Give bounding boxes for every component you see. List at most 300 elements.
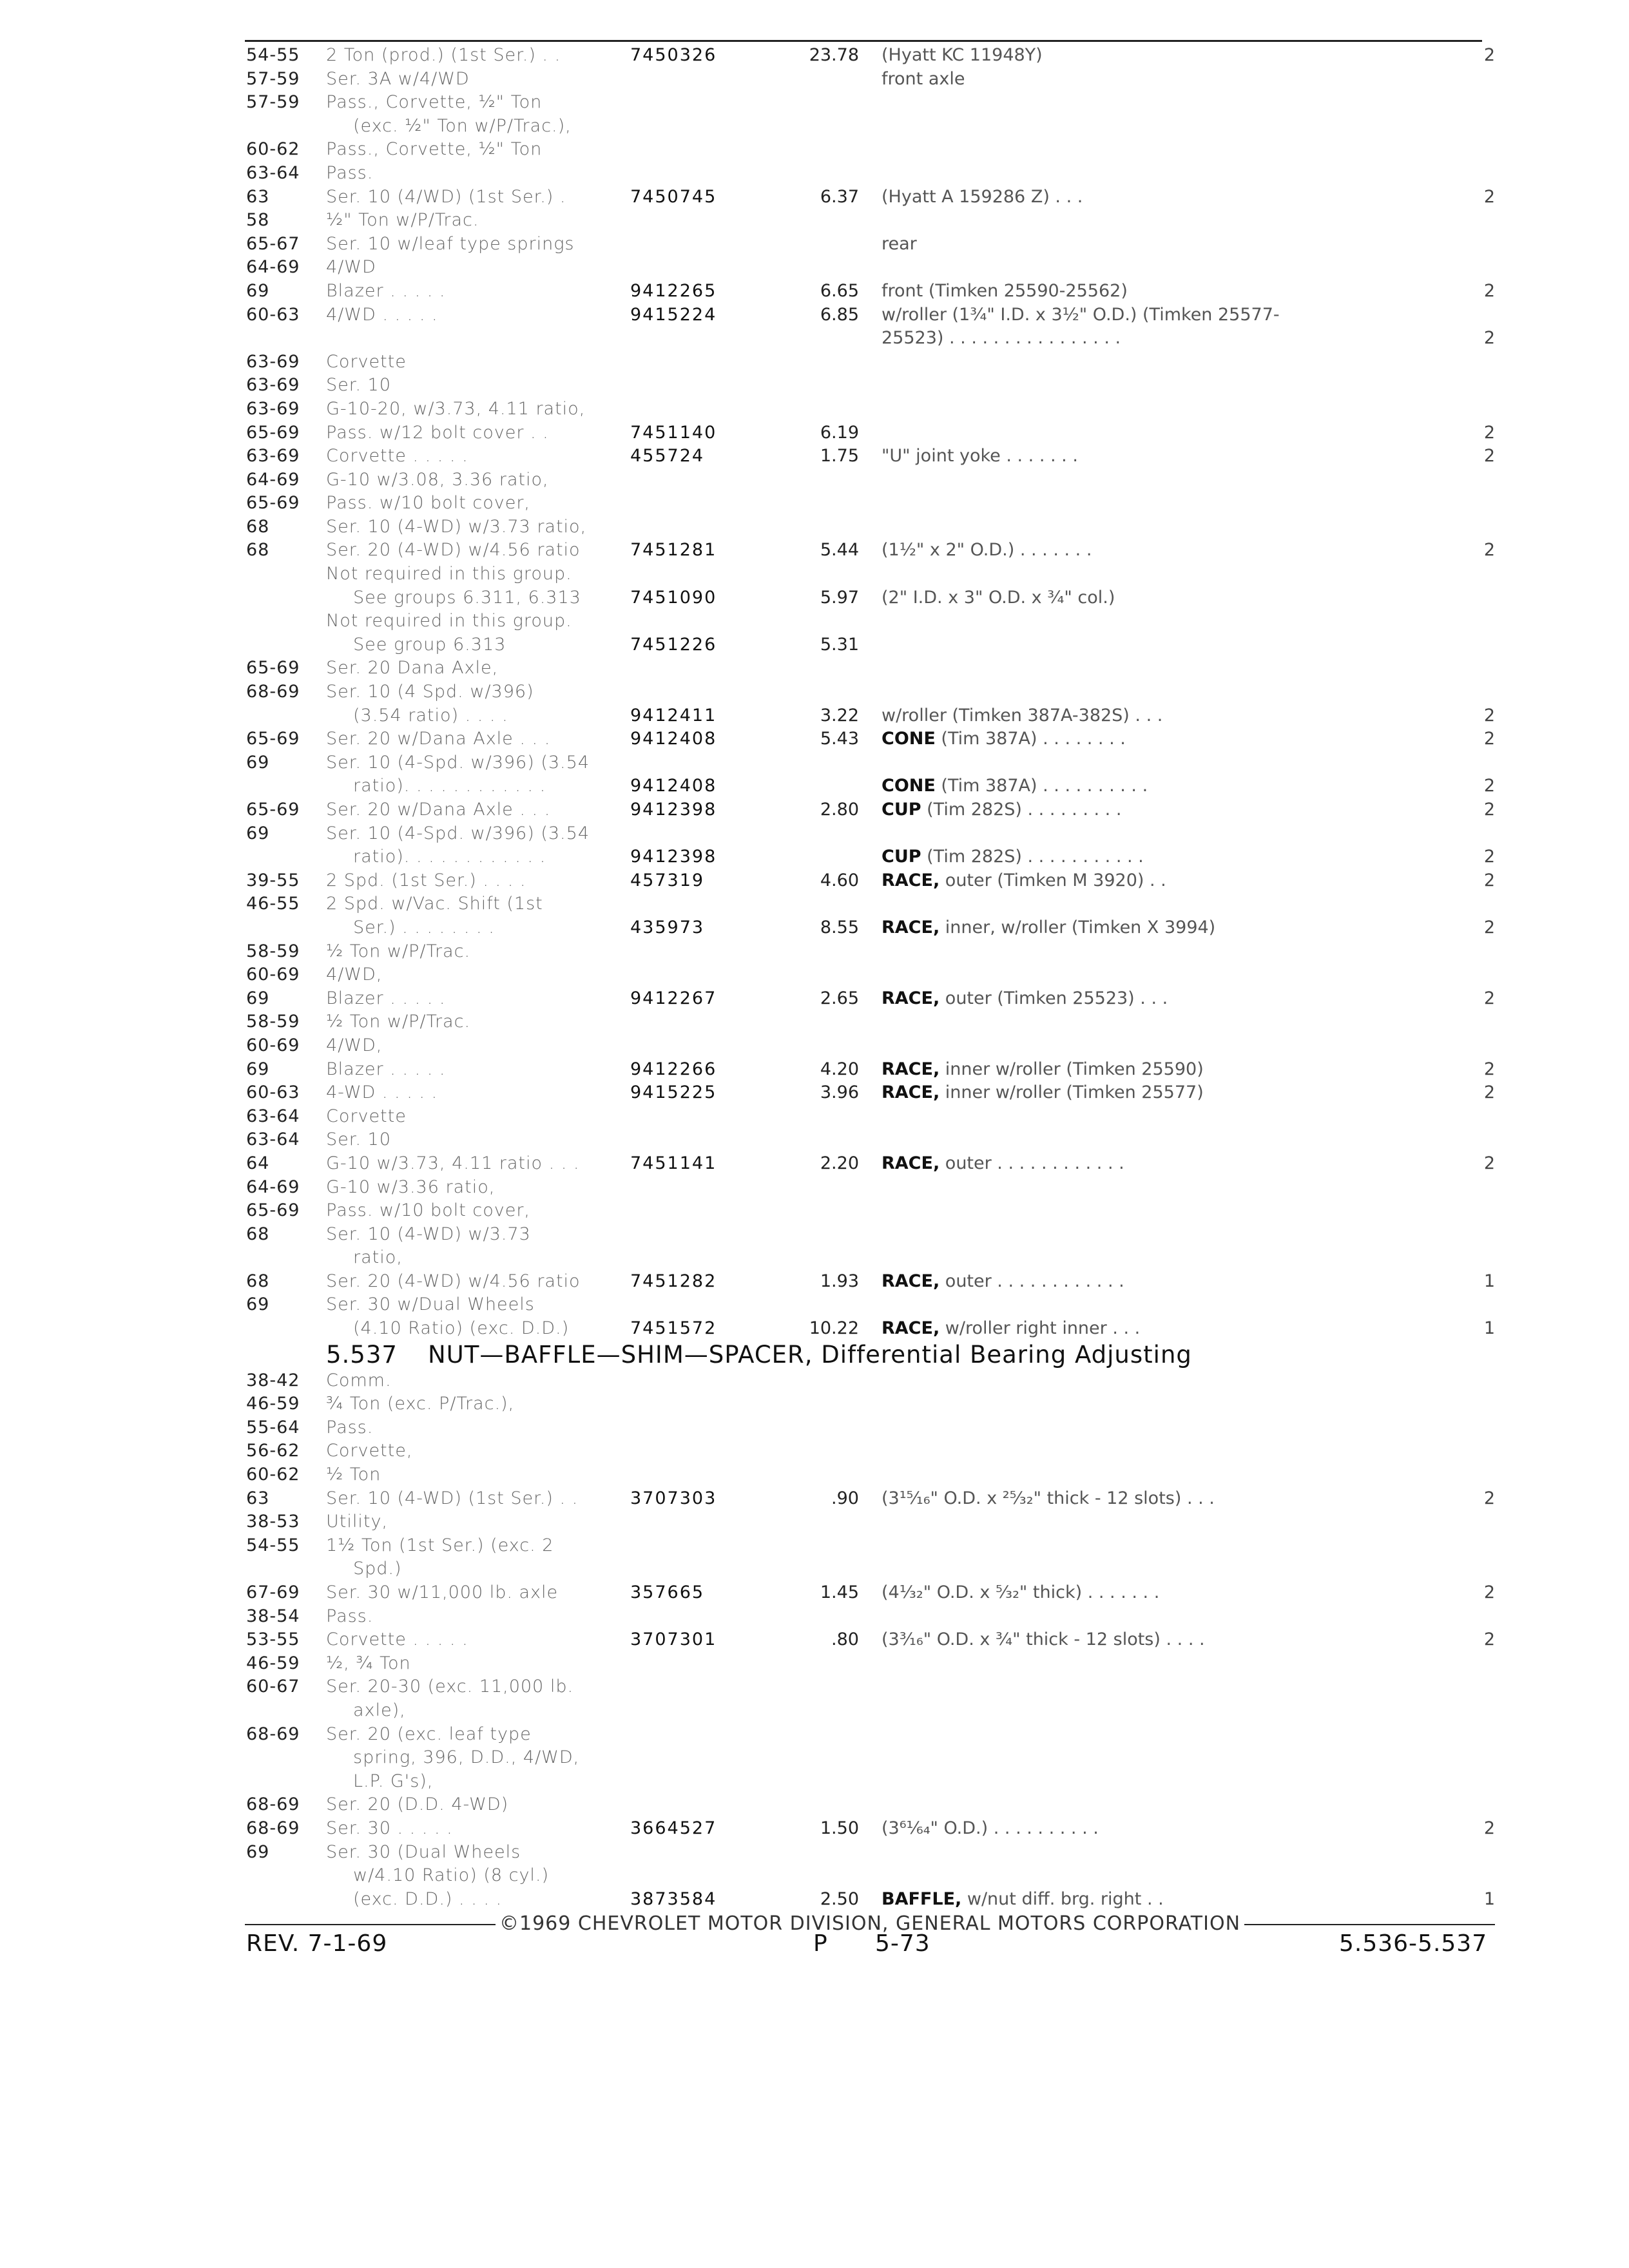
part-name: CONE <box>882 776 936 796</box>
year-range: 68-69 <box>246 1794 300 1815</box>
year-range: 38-53 <box>246 1512 300 1532</box>
table-row <box>0 704 1629 728</box>
year-range: 69 <box>246 988 270 1008</box>
table-row <box>0 91 1629 115</box>
year-range: 60-63 <box>246 1082 300 1103</box>
application-description: ratio). . . . . . . . . . . . <box>353 776 546 796</box>
part-number: 7451281 <box>630 540 717 561</box>
part-specification: CONE (Tim 387A) . . . . . . . . <box>882 729 1126 749</box>
table-row <box>0 1746 1629 1770</box>
part-specification: RACE, outer . . . . . . . . . . . . <box>882 1153 1124 1173</box>
table-row <box>0 774 1629 798</box>
year-range: 46-55 <box>246 894 300 914</box>
table-row <box>0 68 1629 91</box>
application-description: 2 Spd. w/Vac. Shift (1st <box>326 894 543 914</box>
price: 3.22 <box>820 705 859 726</box>
application-description: 2 Spd. (1st Ser.) . . . . <box>326 870 526 890</box>
application-description: spring, 396, D.D., 4/WD, <box>353 1747 580 1768</box>
part-specification: RACE, w/roller right inner . . . <box>882 1318 1141 1339</box>
year-range: 60-62 <box>246 139 300 160</box>
price: .80 <box>831 1629 859 1650</box>
table-row <box>0 351 1629 374</box>
part-specification: BAFFLE, w/nut diff. brg. right . . <box>882 1888 1164 1909</box>
table-row <box>0 586 1629 610</box>
quantity: 2 <box>1483 917 1495 937</box>
application-description: ¾ Ton (exc. P/Trac.), <box>326 1394 515 1414</box>
table-row <box>0 892 1629 916</box>
table-row <box>0 657 1629 680</box>
part-number: 9412408 <box>630 776 717 796</box>
price: 8.55 <box>820 917 859 937</box>
year-range: 63 <box>246 186 270 207</box>
quantity: 2 <box>1483 1488 1495 1508</box>
part-specification: "U" joint yoke . . . . . . . <box>882 446 1078 466</box>
year-range: 63-64 <box>246 1129 300 1150</box>
part-specification: rear <box>882 233 917 254</box>
part-specification: w/roller (Timken 387A-382S) . . . <box>882 705 1163 726</box>
part-number: 7451572 <box>630 1318 717 1339</box>
part-number: 3707303 <box>630 1488 717 1508</box>
part-name: RACE, <box>882 917 940 937</box>
section-title: NUT—BAFFLE—SHIM—SPACER, Differential Bearing Adjusting <box>428 1340 1192 1369</box>
table-row <box>0 751 1629 775</box>
table-row <box>0 115 1629 139</box>
year-range: 60-69 <box>246 965 300 985</box>
part-name: RACE, <box>882 1318 940 1339</box>
application-description: Ser. 10 (4-Spd. w/396) (3.54 <box>326 823 590 843</box>
application-description: G-10 w/3.08, 3.36 ratio, <box>326 469 549 490</box>
part-specification: RACE, outer (Timken M 3920) . . <box>882 870 1166 890</box>
parts-table <box>0 44 1629 1911</box>
table-row <box>0 1223 1629 1247</box>
part-number: 9412411 <box>630 705 717 726</box>
part-specification: (3¹⁵⁄₁₆" O.D. x ²⁵⁄₃₂" thick - 12 slots) . . . <box>882 1488 1215 1508</box>
year-range: 65-69 <box>246 422 300 443</box>
part-number: 457319 <box>630 870 705 890</box>
year-range: 68-69 <box>246 1818 300 1838</box>
application-description: Comm. <box>326 1370 392 1390</box>
year-range: 65-69 <box>246 658 300 678</box>
table-row <box>0 1723 1629 1747</box>
application-description: Ser. 20 (4-WD) w/4.56 ratio <box>326 540 581 561</box>
year-range: 57-59 <box>246 68 300 89</box>
year-range: 69 <box>246 823 270 843</box>
application-description: Not required in this group. <box>326 611 572 631</box>
table-row <box>0 1176 1629 1200</box>
part-number: 7450745 <box>630 186 717 207</box>
quantity: 2 <box>1483 988 1495 1008</box>
application-description: 4/WD, <box>326 965 383 985</box>
application-description: Ser. 20 (4-WD) w/4.56 ratio <box>326 1271 581 1291</box>
year-range: 63-64 <box>246 162 300 183</box>
application-description: Ser. 10 (4-WD) w/3.73 <box>326 1224 531 1244</box>
application-description: ½ Ton w/P/Trac. <box>326 1012 471 1032</box>
quantity: 1 <box>1483 1271 1495 1291</box>
part-specification: 25523) . . . . . . . . . . . . . . . . <box>882 328 1121 349</box>
table-row <box>0 1439 1629 1463</box>
price: 4.20 <box>820 1059 859 1079</box>
part-number: 9412266 <box>630 1059 717 1079</box>
part-name: CUP <box>882 800 921 820</box>
year-range: 46-59 <box>246 1394 300 1414</box>
table-row <box>0 1581 1629 1605</box>
price: .90 <box>831 1488 859 1508</box>
copyright-line <box>245 1912 1495 1935</box>
quantity: 2 <box>1483 328 1495 349</box>
quantity: 2 <box>1483 1082 1495 1103</box>
price: 6.19 <box>820 422 859 443</box>
page-number: 5-73 <box>875 1930 930 1957</box>
quantity: 2 <box>1483 705 1495 726</box>
application-description: L.P. G's), <box>353 1771 434 1791</box>
application-description: Ser. 20 w/Dana Axle . . . <box>326 729 551 749</box>
table-row <box>0 1010 1629 1034</box>
application-description: G-10-20, w/3.73, 4.11 ratio, <box>326 398 586 419</box>
table-row <box>0 1699 1629 1723</box>
year-range: 39-55 <box>246 870 300 890</box>
part-number: 3873584 <box>630 1888 717 1909</box>
table-row <box>0 633 1629 657</box>
part-number: 7451226 <box>630 634 717 655</box>
quantity: 2 <box>1483 1629 1495 1650</box>
table-row <box>0 916 1629 940</box>
table-row <box>0 256 1629 280</box>
part-specification: CONE (Tim 387A) . . . . . . . . . . <box>882 776 1148 796</box>
part-number: 9415225 <box>630 1082 717 1103</box>
application-description: Blazer . . . . . <box>326 1059 446 1079</box>
year-range: 65-69 <box>246 1200 300 1221</box>
year-range: 69 <box>246 1294 270 1315</box>
year-range: 63-64 <box>246 1106 300 1126</box>
application-description: Pass. <box>326 1417 374 1437</box>
part-number: 9415224 <box>630 304 717 325</box>
year-range: 58-59 <box>246 941 300 961</box>
part-name: RACE, <box>882 1153 940 1173</box>
year-range: 60-62 <box>246 1465 300 1485</box>
table-row <box>0 1557 1629 1581</box>
application-description: See groups 6.311, 6.313 <box>353 587 581 608</box>
table-row <box>0 1605 1629 1629</box>
part-number: 7451140 <box>630 422 717 443</box>
year-range: 64-69 <box>246 1177 300 1197</box>
part-number: 9412408 <box>630 729 717 749</box>
year-range: 67-69 <box>246 1582 300 1602</box>
year-range: 54-55 <box>246 1535 300 1555</box>
application-description: Ser. 10 (4-WD) (1st Ser.) . . <box>326 1488 579 1508</box>
year-range: 69 <box>246 280 270 301</box>
application-description: (exc. D.D.) . . . . <box>353 1888 503 1909</box>
quantity: 1 <box>1483 1888 1495 1909</box>
table-row <box>0 1293 1629 1317</box>
quantity: 1 <box>1483 1318 1495 1339</box>
part-specification: (3⁶¹⁄₆₄" O.D.) . . . . . . . . . . <box>882 1818 1099 1838</box>
table-row <box>0 1034 1629 1058</box>
part-number: 435973 <box>630 917 705 937</box>
application-description: Ser. 20-30 (exc. 11,000 lb. <box>326 1677 574 1697</box>
application-description: ½ Ton w/P/Trac. <box>326 941 471 961</box>
revision-date: REV. 7-1-69 <box>246 1930 388 1957</box>
application-description: Ser. 10 (4-Spd. w/396) (3.54 <box>326 752 590 773</box>
table-row <box>0 209 1629 233</box>
part-number: 455724 <box>630 446 705 466</box>
price: 10.22 <box>809 1318 859 1339</box>
part-specification: RACE, inner w/roller (Timken 25590) <box>882 1059 1204 1079</box>
price: 3.96 <box>820 1082 859 1103</box>
table-row <box>0 1817 1629 1841</box>
table-row <box>0 1081 1629 1105</box>
part-specification: RACE, inner w/roller (Timken 25577) <box>882 1082 1204 1103</box>
part-number: 7451282 <box>630 1271 717 1291</box>
application-description: Ser. 10 (4-WD) w/3.73 ratio, <box>326 516 587 537</box>
application-description: (3.54 ratio) . . . . <box>353 705 508 726</box>
application-description: Ser. 10 (4 Spd. w/396) <box>326 682 534 702</box>
price: 6.37 <box>820 186 859 207</box>
application-description: 2 Ton (prod.) (1st Ser.) . . <box>326 45 561 65</box>
table-row <box>0 1770 1629 1794</box>
table-row <box>0 1510 1629 1534</box>
part-number: 9412398 <box>630 847 717 867</box>
table-row <box>0 1369 1629 1393</box>
table-row <box>0 562 1629 586</box>
application-description: Corvette <box>326 1106 407 1126</box>
application-description: Ser. 30 w/Dual Wheels <box>326 1294 535 1315</box>
price: 5.44 <box>820 540 859 561</box>
part-number: 7451141 <box>630 1153 717 1173</box>
application-description: (4.10 Ratio) (exc. D.D.) <box>353 1318 570 1339</box>
year-range: 69 <box>246 1059 270 1079</box>
application-description: Ser. 20 (exc. leaf type <box>326 1724 532 1744</box>
application-description: Ser. 30 . . . . . <box>326 1818 453 1838</box>
part-specification: (Hyatt KC 11948Y) <box>882 45 1043 65</box>
quantity: 2 <box>1483 776 1495 796</box>
table-row <box>0 1864 1629 1888</box>
year-range: 54-55 <box>246 45 300 65</box>
application-description: G-10 w/3.36 ratio, <box>326 1177 496 1197</box>
part-specification: (4¹⁄₃₂" O.D. x ⁵⁄₃₂" thick) . . . . . . . <box>882 1582 1160 1602</box>
part-name: BAFFLE, <box>882 1888 962 1909</box>
application-description: Ser. 20 w/Dana Axle . . . <box>326 800 551 820</box>
application-description: Pass. w/10 bolt cover, <box>326 493 530 514</box>
table-row <box>0 845 1629 869</box>
part-number: 9412267 <box>630 988 717 1008</box>
price: 6.85 <box>820 304 859 325</box>
price: 1.93 <box>820 1271 859 1291</box>
part-number: 9412398 <box>630 800 717 820</box>
quantity: 2 <box>1483 1818 1495 1838</box>
application-description: 4/WD . . . . . <box>326 304 438 325</box>
price: 1.50 <box>820 1818 859 1838</box>
year-range: 63-69 <box>246 351 300 372</box>
table-row <box>0 303 1629 327</box>
year-range: 63-69 <box>246 446 300 466</box>
part-name: RACE, <box>882 988 940 1008</box>
price: 23.78 <box>809 45 859 65</box>
part-number: 357665 <box>630 1582 705 1602</box>
table-row <box>0 1199 1629 1223</box>
section-number: 5.537 <box>326 1340 398 1369</box>
price: 2.50 <box>820 1888 859 1909</box>
table-row <box>0 1463 1629 1487</box>
application-description: Pass. <box>326 162 374 183</box>
group-range: 5.536-5.537 <box>1339 1930 1488 1957</box>
part-number: 9412265 <box>630 280 717 301</box>
year-range: 68 <box>246 1271 270 1291</box>
year-range: 65-69 <box>246 800 300 820</box>
table-row <box>0 1058 1629 1082</box>
application-description: Ser. 10 <box>326 1129 391 1150</box>
part-number: 7450326 <box>630 45 717 65</box>
year-range: 64 <box>246 1153 270 1173</box>
year-range: 46-59 <box>246 1653 300 1673</box>
table-row <box>0 680 1629 704</box>
table-row <box>0 138 1629 162</box>
year-range: 68 <box>246 540 270 561</box>
year-range: 65-67 <box>246 233 300 254</box>
price: 5.43 <box>820 729 859 749</box>
year-range: 63-69 <box>246 398 300 419</box>
application-description: ½ Ton <box>326 1465 381 1485</box>
section-heading <box>0 1341 1629 1369</box>
application-description: ratio, <box>353 1247 403 1268</box>
year-range: 65-69 <box>246 729 300 749</box>
year-range: 63-69 <box>246 375 300 396</box>
application-description: 1½ Ton (1st Ser.) (exc. 2 <box>326 1535 554 1555</box>
application-description: Pass., Corvette, ½" Ton <box>326 92 543 113</box>
table-row <box>0 1534 1629 1558</box>
table-row <box>0 233 1629 256</box>
application-description: Ser. 30 (Dual Wheels <box>326 1841 521 1862</box>
application-description: Spd.) <box>353 1559 402 1579</box>
table-row <box>0 539 1629 562</box>
application-description: Ser. 10 w/leaf type springs <box>326 233 575 254</box>
price: 6.65 <box>820 280 859 301</box>
quantity: 2 <box>1483 870 1495 890</box>
price: 2.65 <box>820 988 859 1008</box>
application-description: Pass. w/10 bolt cover, <box>326 1200 530 1221</box>
table-row <box>0 186 1629 209</box>
year-range: 69 <box>246 752 270 773</box>
application-description: Blazer . . . . . <box>326 280 446 301</box>
table-row <box>0 1152 1629 1176</box>
year-range: 55-64 <box>246 1417 300 1437</box>
application-description: Pass., Corvette, ½" Ton <box>326 139 543 160</box>
table-row <box>0 987 1629 1011</box>
quantity: 2 <box>1483 1153 1495 1173</box>
year-range: 68-69 <box>246 1724 300 1744</box>
year-range: 60-63 <box>246 304 300 325</box>
year-range: 68 <box>246 516 270 537</box>
table-row <box>0 1675 1629 1699</box>
application-description: w/4.10 Ratio) (8 cyl.) <box>353 1865 550 1886</box>
quantity: 2 <box>1483 1059 1495 1079</box>
table-row <box>0 610 1629 633</box>
part-specification: CUP (Tim 282S) . . . . . . . . . . . <box>882 847 1144 867</box>
application-description: 4/WD <box>326 257 376 278</box>
year-range: 38-54 <box>246 1606 300 1626</box>
application-description: Pass. <box>326 1606 374 1626</box>
application-description: ½, ¾ Ton <box>326 1653 411 1673</box>
application-description: Pass. w/12 bolt cover . . <box>326 422 549 443</box>
table-row <box>0 398 1629 421</box>
table-row <box>0 1128 1629 1152</box>
quantity: 2 <box>1483 422 1495 443</box>
price: 1.45 <box>820 1582 859 1602</box>
price: 1.75 <box>820 446 859 466</box>
table-row <box>0 1416 1629 1440</box>
table-row <box>0 1317 1629 1341</box>
part-number: 3707301 <box>630 1629 717 1650</box>
year-range: 68 <box>246 1224 270 1244</box>
application-description: Not required in this group. <box>326 564 572 584</box>
application-description: Ser.) . . . . . . . . <box>353 917 495 937</box>
table-row <box>0 162 1629 186</box>
table-row <box>0 44 1629 68</box>
application-description: 4-WD . . . . . <box>326 1082 438 1103</box>
table-row <box>0 1392 1629 1416</box>
application-description: 4/WD, <box>326 1035 383 1055</box>
table-row <box>0 492 1629 515</box>
year-range: 53-55 <box>246 1629 300 1650</box>
application-description: Corvette, <box>326 1441 413 1461</box>
quantity: 2 <box>1483 1582 1495 1602</box>
table-row <box>0 727 1629 751</box>
application-description: See group 6.313 <box>353 634 506 655</box>
part-specification: front (Timken 25590-25562) <box>882 280 1128 301</box>
table-row <box>0 468 1629 492</box>
year-range: 69 <box>246 1841 270 1862</box>
year-range: 38-42 <box>246 1370 300 1390</box>
application-description: Ser. 20 Dana Axle, <box>326 658 499 678</box>
part-number: 3664527 <box>630 1818 717 1838</box>
application-description: ½" Ton w/P/Trac. <box>326 210 479 231</box>
table-row <box>0 374 1629 398</box>
price: 5.31 <box>820 634 859 655</box>
application-description: Corvette . . . . . <box>326 1629 468 1650</box>
application-description: G-10 w/3.73, 4.11 ratio . . . <box>326 1153 580 1173</box>
price: 4.60 <box>820 870 859 890</box>
table-row <box>0 1246 1629 1270</box>
application-description: Ser. 10 <box>326 375 391 396</box>
year-range: 68-69 <box>246 682 300 702</box>
part-specification: (1½" x 2" O.D.) . . . . . . . <box>882 540 1092 561</box>
table-row <box>0 1888 1629 1912</box>
table-row <box>0 445 1629 468</box>
quantity: 2 <box>1483 186 1495 207</box>
table-row <box>0 1270 1629 1294</box>
application-description: ratio). . . . . . . . . . . . <box>353 847 546 867</box>
quantity: 2 <box>1483 446 1495 466</box>
quantity: 2 <box>1483 540 1495 561</box>
table-row <box>0 822 1629 846</box>
part-name: CUP <box>882 847 921 867</box>
application-description: Corvette . . . . . <box>326 446 468 466</box>
application-description: Corvette <box>326 351 407 372</box>
application-description: Utility, <box>326 1512 389 1532</box>
year-range: 63 <box>246 1488 270 1508</box>
application-description: Ser. 20 (D.D. 4-WD) <box>326 1794 509 1815</box>
table-row <box>0 327 1629 351</box>
year-range: 57-59 <box>246 92 300 113</box>
year-range: 60-69 <box>246 1035 300 1055</box>
application-description: axle), <box>353 1700 406 1720</box>
year-range: 58 <box>246 210 270 231</box>
table-row <box>0 421 1629 445</box>
application-description: Ser. 3A w/4/WD <box>326 68 470 89</box>
table-row <box>0 963 1629 987</box>
part-specification: (3³⁄₁₆" O.D. x ³⁄₄" thick - 12 slots) . . . . <box>882 1629 1205 1650</box>
table-row <box>0 1487 1629 1511</box>
part-specification: RACE, outer (Timken 25523) . . . <box>882 988 1168 1008</box>
